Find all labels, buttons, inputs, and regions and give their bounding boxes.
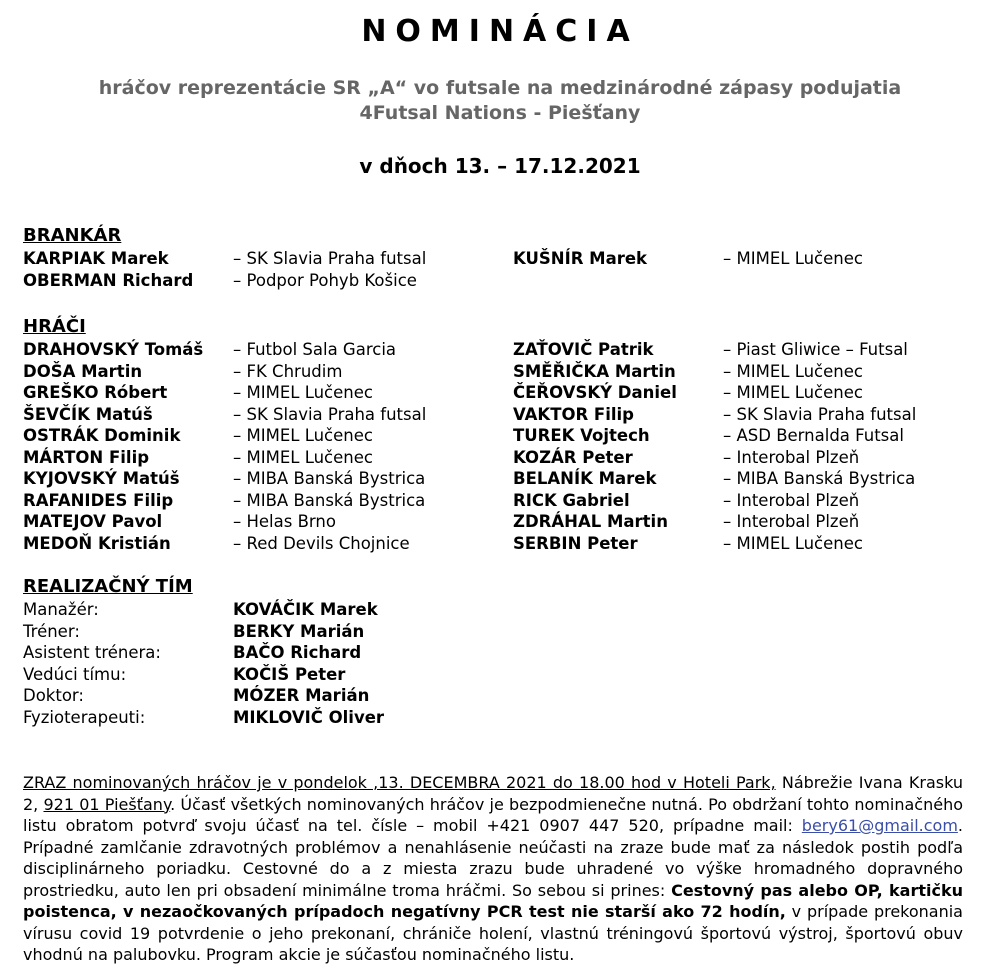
club-name: – Interobal Plzeň — [723, 512, 860, 531]
notice-city: 921 01 Piešťany — [43, 794, 171, 814]
club-name: – SK Slavia Praha futsal — [233, 404, 427, 424]
staff-name: BERKY Marián — [233, 621, 365, 641]
person-name: MEDOŇ Kristián — [23, 533, 171, 553]
club-name: – Futbol Sala Garcia — [233, 340, 397, 359]
staff-name: MÓZER Marián — [233, 686, 370, 705]
club-name: – Red Devils Chojnice — [233, 533, 410, 553]
person-name: TUREK Vojtech — [513, 426, 650, 445]
person-name: VAKTOR Filip — [513, 404, 634, 424]
club-name: – MIMEL Lučenec — [723, 533, 863, 553]
staff-role: Asistent trénera: — [23, 643, 161, 662]
person-name: MATEJOV Pavol — [23, 512, 163, 531]
notice-text-2: . Prípadné zamlčanie zdravotných problémov a nenahlásenie neúčasti na zraze bude mať za následok postih podľa disciplinárneho poriadku. Cestovné do a z miesta zrazu bude uhradené vo výške hromadného dopravného prostriedku, auto len pri obsadení minimálne troma hráčmi. So sebou si prines: — [23, 816, 963, 900]
person-name: DOŠA Martin — [23, 361, 143, 381]
club-name: – FK Chrudim — [233, 361, 343, 381]
notice-address: Nábrežie Ivana Krasku 2, — [23, 773, 963, 814]
club-name: – MIMEL Lučenec — [723, 383, 863, 402]
players-heading: HRÁČI — [23, 316, 86, 337]
subtitle-line-1: hráčov reprezentácie SR „A“ vo futsale na medzinárodné zápasy podujatia — [98, 77, 902, 99]
staff-role: Doktor: — [23, 686, 84, 705]
person-name: MÁRTON Filip — [23, 447, 150, 467]
club-name: – Podpor Pohyb Košice — [233, 270, 417, 290]
staff-heading: REALIZAČNÝ TÍM — [23, 576, 193, 597]
staff-role: Tréner: — [23, 621, 80, 641]
document-subtitle — [0, 76, 1000, 126]
person-name: KOZÁR Peter — [513, 447, 633, 467]
document-title: NOMINÁCIA — [361, 14, 639, 49]
club-name: – MIMEL Lučenec — [723, 249, 863, 268]
person-name: KARPIAK Marek — [23, 249, 169, 268]
club-name: – MIMEL Lučenec — [233, 383, 373, 402]
person-name: ZDRÁHAL Martin — [513, 512, 668, 531]
notice-required-items: Cestovný pas alebo OP, kartičku poistenca, v nezaočkovaných prípadoch negatívny PCR test nie starší ako 72 hodín, — [23, 880, 963, 921]
staff-role: Vedúci tímu: — [23, 664, 127, 684]
staff-name: MIKLOVIČ Oliver — [233, 707, 385, 727]
person-name: OBERMAN Richard — [23, 270, 194, 290]
person-name: GREŠKO Róbert — [23, 383, 168, 402]
person-name: BELANÍK Marek — [513, 469, 657, 488]
club-name: – MIBA Banská Bystrica — [233, 469, 426, 488]
person-name: OSTRÁK Dominik — [23, 426, 181, 445]
staff-name: KOVÁČIK Marek — [233, 600, 378, 619]
club-name: – MIBA Banská Bystrica — [723, 469, 916, 488]
email-link[interactable]: bery61@gmail.com — [801, 816, 958, 835]
club-name: – ASD Bernalda Futsal — [723, 426, 904, 445]
person-name: ČEŘOVSKÝ Daniel — [513, 383, 677, 402]
club-name: – SK Slavia Praha futsal — [723, 404, 917, 424]
person-name: SERBIN Peter — [513, 533, 638, 553]
club-name: – MIMEL Lučenec — [723, 361, 863, 381]
club-name: – Interobal Plzeň — [723, 490, 860, 510]
notice-text-1: . Účasť všetkých nominovaných hráčov je bezpodmienečne nutná. Po obdržaní tohto nominačného listu obratom potvrď svoju účasť na tel. čísle – mobil +421 0907 447 520, prípadne mail: — [23, 794, 964, 835]
staff-role: Fyzioterapeuti: — [23, 707, 146, 727]
event-dates: v dňoch 13. – 17.12.2021 — [359, 154, 641, 178]
staff-name: KOČIŠ Peter — [233, 664, 346, 684]
club-name: – MIMEL Lučenec — [233, 426, 373, 445]
person-name: DRAHOVSKÝ Tomáš — [23, 340, 204, 359]
person-name: ZAŤOVIČ Patrik — [513, 340, 654, 359]
person-name: SMĚŘIČKA Martin — [513, 361, 676, 381]
person-name: KUŠNÍR Marek — [513, 249, 648, 268]
club-name: – Piast Gliwice – Futsal — [723, 340, 908, 359]
person-name: RICK Gabriel — [513, 490, 630, 510]
goalkeepers-heading: BRANKÁR — [23, 225, 122, 246]
club-name: – Helas Brno — [233, 512, 336, 531]
notice-text-3: v prípade prekonania vírusu covid 19 potvrdenie o jeho prekonaní, chrániče holení, vlastnú tréningovú športovú výstroj, športovú obuv vhodnú na palubovku. Program akcie je súčasťou nominačného listu. — [23, 902, 963, 964]
person-name: ŠEVČÍK Matúš — [23, 404, 153, 424]
person-name: KYJOVSKÝ Matúš — [23, 469, 180, 488]
staff-role: Manažér: — [23, 600, 99, 619]
club-name: – MIBA Banská Bystrica — [233, 490, 426, 510]
club-name: – Interobal Plzeň — [723, 447, 860, 467]
subtitle-line-2: 4Futsal Nations - Piešťany — [359, 102, 641, 124]
notice-paragraph — [23, 772, 963, 966]
club-name: – MIMEL Lučenec — [233, 447, 373, 467]
club-name: – SK Slavia Praha futsal — [233, 249, 427, 268]
person-name: RAFANIDES Filip — [23, 490, 174, 510]
staff-name: BAČO Richard — [233, 643, 362, 662]
notice-meeting-info: ZRAZ nominovaných hráčov je v pondelok ,13. DECEMBRA 2021 do 18.00 hod v Hoteli Park, — [23, 773, 776, 792]
